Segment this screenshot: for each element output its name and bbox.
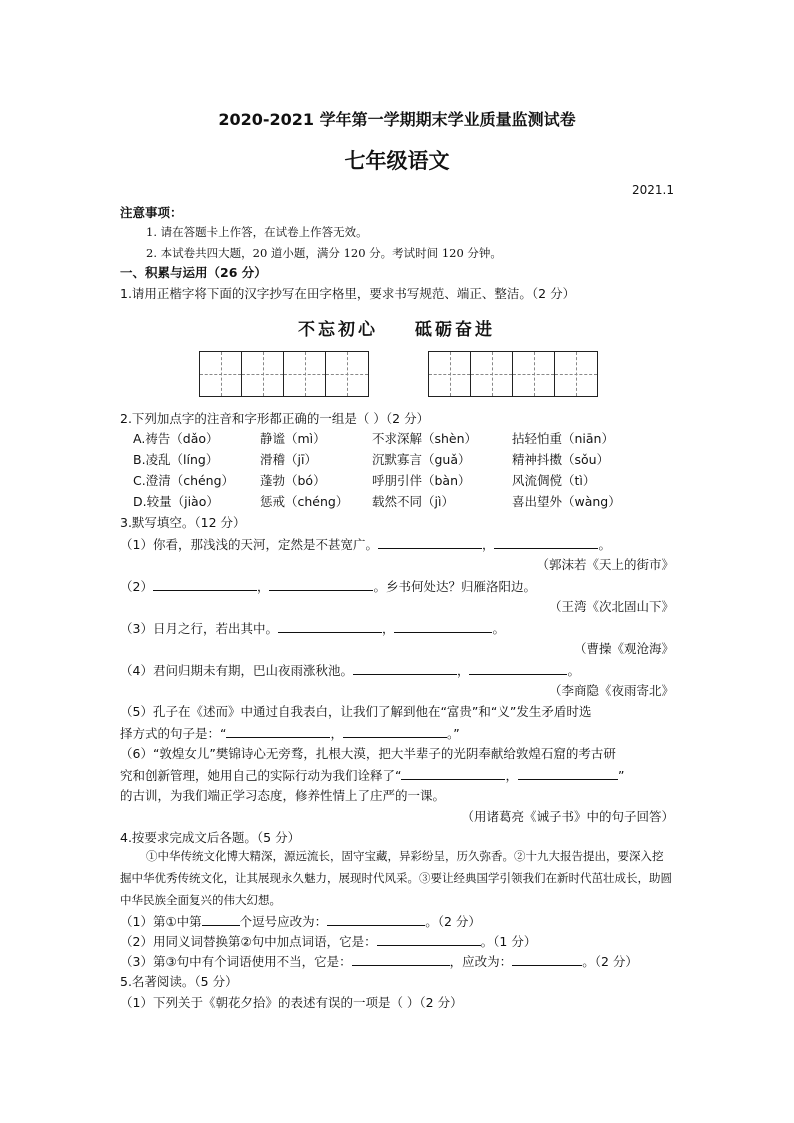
option-c-1: C.澄清（chéng） [133, 473, 235, 488]
option-c-3: 呼朋引伴（bàn） [372, 473, 471, 488]
question-4-text: 4.按要求完成文后各题。（5 分） [120, 830, 301, 845]
answer-blank[interactable] [394, 618, 492, 633]
answer-blank[interactable] [378, 534, 482, 549]
q3-source-6: （用诸葛亮《诫子书》中的句子回答） [461, 809, 674, 824]
answer-blank[interactable] [269, 576, 373, 591]
answer-blank[interactable] [401, 765, 505, 780]
q3-line-5a: （5）孔子在《述而》中通过自我表白，让我们了解到他在“富贵”和“义”发生矛盾时选 [120, 704, 592, 719]
exam-date: 2021.1 [632, 183, 674, 197]
grid-cell[interactable] [326, 352, 368, 396]
option-a-1: A.祷告（dǎo） [133, 431, 219, 446]
note-item-2: 2. 本试卷共四大题，20 道小题，满分 120 分。考试时间 120 分钟。 [146, 246, 502, 260]
q4-passage: ①中华传统文化博大精深，源远流长，固守宝藏，异彩纷呈，历久弥香。②十九大报告提出，要深入挖掘中华优秀传统文化，让其展现永久魅力，展现时代风采。③要让经典国学引领我们在新时代茁壮成长，助圆中华民族全面复兴的伟大幻想。 [120, 849, 672, 907]
q3-line-3: （3）日月之行，若出其中。 ， 。 [120, 618, 505, 639]
exam-subtitle: 七年级语文 [344, 149, 450, 173]
option-d-4: 喜出望外（wàng） [512, 494, 621, 509]
exam-title: 2020-2021 学年第一学期期末学业质量监测试卷 [218, 110, 576, 129]
option-b-1: B.凌乱（líng） [133, 452, 219, 467]
grid-cell[interactable] [471, 352, 513, 396]
option-c-2: 蓬勃（bó） [260, 473, 326, 488]
question-1-text: 1.请用正楷字将下面的汉字抄写在田字格里，要求书写规范、端正、整洁。（2 分） [120, 286, 576, 301]
q4-sub-2: （2）用同义词替换第②句中加点词语，它是： 。（1 分） [120, 931, 536, 952]
q3-source-4: （李商隐《夜雨寄北》 [548, 683, 674, 698]
q3-source-2: （王湾《次北固山下》 [548, 599, 674, 614]
grid-cell[interactable] [555, 352, 597, 396]
q3-line-4: （4）君问归期未有期，巴山夜雨涨秋池。 ， 。 [120, 660, 580, 681]
option-b-3: 沉默寡言（guǎ） [372, 452, 471, 467]
option-b-2: 滑稽（jī） [260, 452, 317, 467]
option-a-3: 不求深解（shèn） [372, 431, 478, 446]
notes-heading: 注意事项： [120, 205, 183, 220]
writing-grid-left[interactable] [199, 351, 369, 397]
q3-line-6b: 究和创新管理，她用自己的实际行动为我们诠释了“ ， ” [120, 765, 624, 786]
q3-line-6a: （6）“敦煌女儿”樊锦诗心无旁骛，扎根大漠，把大半辈子的光阴奉献给敦煌石窟的考古研 [120, 746, 616, 761]
phrase-right: 砥砺奋进 [415, 320, 495, 340]
grid-cell[interactable] [200, 352, 242, 396]
q3-line-6c: 的古训，为我们端正学习态度，修养性情上了庄严的一课。 [120, 788, 446, 803]
answer-blank[interactable] [518, 765, 618, 780]
answer-blank[interactable] [226, 723, 330, 738]
q3-source-1: （郭沫若《天上的街市》 [536, 557, 674, 572]
question-3-text: 3.默写填空。（12 分） [120, 515, 246, 530]
answer-blank[interactable] [353, 660, 457, 675]
option-d-3: 载然不同（jì） [372, 494, 454, 509]
option-a-4: 拈轻怕重（niān） [512, 431, 614, 446]
option-d-2: 惩戒（chéng） [260, 494, 349, 509]
q4-sub-3: （3）第③句中有个词语使用不当，它是： ，应改为： 。（2 分） [120, 951, 638, 972]
q3-line-5b: 择方式的句子是：“ ， 。” [120, 723, 460, 744]
answer-blank[interactable] [512, 951, 582, 966]
question-5-text: 5.名著阅读。（5 分） [120, 974, 238, 989]
phrase-left: 不忘初心 [298, 320, 378, 340]
option-b-4: 精神抖擞（sǒu） [512, 452, 610, 467]
q5-sub-1: （1）下列关于《朝花夕拾》的表述有误的一项是（ ）（2 分） [120, 995, 463, 1010]
writing-grid-right[interactable] [428, 351, 598, 397]
answer-blank[interactable] [343, 723, 447, 738]
answer-blank[interactable] [494, 534, 598, 549]
answer-blank[interactable] [327, 911, 425, 926]
question-2-text: 2.下列加点字的注音和字形都正确的一组是（ ）（2 分） [120, 411, 430, 426]
answer-blank[interactable] [153, 576, 257, 591]
grid-cell[interactable] [242, 352, 284, 396]
q4-sub-1: （1）第①中第 个逗号应改为： 。（2 分） [120, 911, 481, 932]
grid-cell[interactable] [513, 352, 555, 396]
q3-line-2: （2） ， 。乡书何处达？归雁洛阳边。 [120, 576, 536, 597]
section-heading: 一、积累与运用（26 分） [120, 265, 267, 280]
note-item-1: 1. 请在答题卡上作答，在试卷上作答无效。 [146, 225, 368, 239]
answer-blank[interactable] [202, 911, 240, 926]
answer-blank[interactable] [377, 931, 481, 946]
option-a-2: 静谧（mì） [260, 431, 326, 446]
option-c-4: 风流倜傥（tì） [512, 473, 596, 488]
q3-source-3: （曹操《观沧海》 [573, 641, 674, 656]
option-d-1: D.较量（jiào） [133, 494, 219, 509]
grid-cell[interactable] [429, 352, 471, 396]
answer-blank[interactable] [469, 660, 567, 675]
grid-cell[interactable] [284, 352, 326, 396]
answer-blank[interactable] [352, 951, 450, 966]
q3-line-1: （1）你看，那浅浅的天河，定然是不甚宽广。 ， 。 [120, 534, 611, 555]
answer-blank[interactable] [278, 618, 382, 633]
